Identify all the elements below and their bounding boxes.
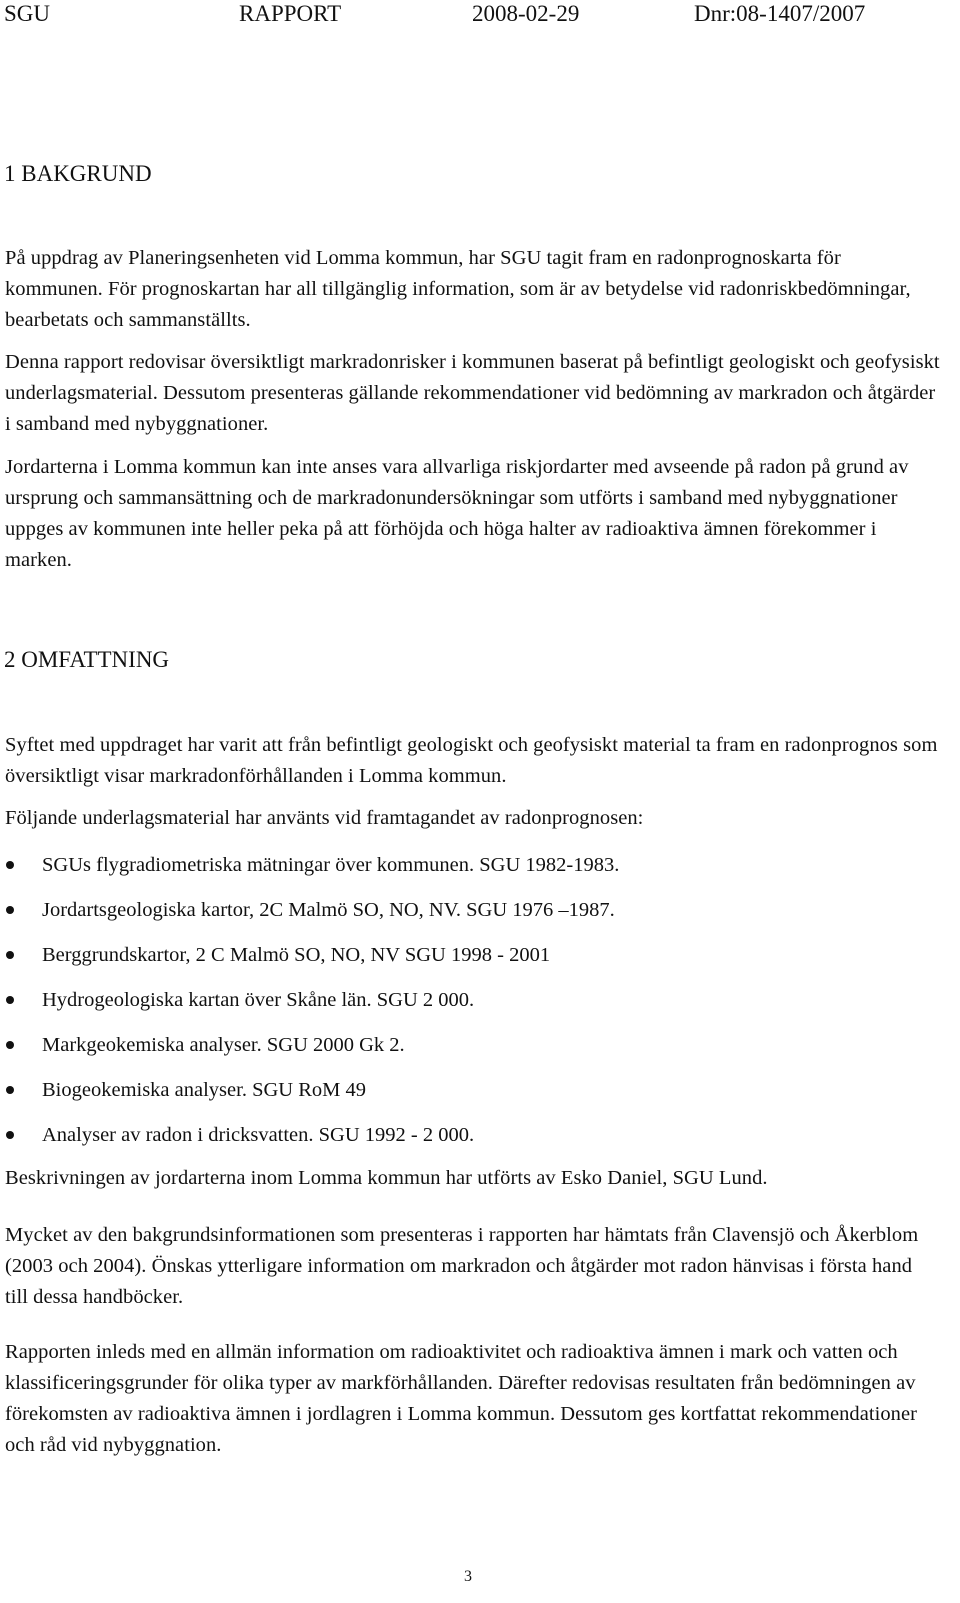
list-item: Hydrogeologiska kartan över Skåne län. SGU 2 000.	[0, 985, 940, 1030]
paragraph: Denna rapport redovisar översiktligt markradonrisker i kommunen baserat på befintligt geologiskt och geofysiskt underlagsmaterial. Dessutom presenteras gällande rekommendationer vid bedömning av markradon och åtgärder i samband med nybyggnationer.	[5, 351, 940, 435]
list-item: Markgeokemiska analyser. SGU 2000 Gk 2.	[0, 1030, 940, 1075]
bullet-icon	[6, 1086, 14, 1094]
list-item: SGUs flygradiometriska mätningar över kommunen. SGU 1982-1983.	[0, 850, 940, 895]
paragraph: Mycket av den bakgrundsinformationen som presenteras i rapporten har hämtats från Clavensjö och Åkerblom (2003 och 2004). Önskas ytterligare information om markradon och åtgärder mot radon hänvisas i första hand till dessa handböcker.	[5, 1224, 919, 1308]
section-heading-omfattning: 2 OMFATTNING	[4, 647, 170, 672]
bullet-icon	[6, 1041, 14, 1049]
bullet-icon	[6, 996, 14, 1004]
materials-list	[0, 850, 940, 1165]
page-header	[4, 0, 944, 28]
bullet-icon	[6, 1131, 14, 1139]
list-item: Biogeokemiska analyser. SGU RoM 49	[0, 1075, 940, 1120]
bullet-icon	[6, 906, 14, 914]
bullet-icon	[6, 951, 14, 959]
list-item: Berggrundskartor, 2 C Malmö SO, NO, NV SGU 1998 - 2001	[0, 940, 940, 985]
list-item: Jordartsgeologiska kartor, 2C Malmö SO, NO, NV. SGU 1976 –1987.	[0, 895, 940, 940]
header-dnr: Dnr:08-1407/2007	[694, 1, 866, 26]
list-item: Analyser av radon i dricksvatten. SGU 1992 - 2 000.	[0, 1120, 940, 1165]
paragraph: På uppdrag av Planeringsenheten vid Lomma kommun, har SGU tagit fram en radonprognoskarta för kommunen. För prognoskartan har all tillgänglig information, som är av betydelse vid radonriskbedömningar, bearbetats och sammanställts.	[5, 247, 911, 331]
header-date: 2008-02-29	[472, 1, 580, 26]
section-heading-bakgrund: 1 BAKGRUND	[4, 161, 152, 186]
paragraph: Beskrivningen av jordarterna inom Lomma kommun har utförts av Esko Daniel, SGU Lund.	[5, 1167, 768, 1189]
header-doc-type: RAPPORT	[239, 1, 342, 26]
page-number: 3	[464, 1568, 472, 1585]
paragraph: Jordarterna i Lomma kommun kan inte anses vara allvarliga riskjordarter med avseende på radon på grund av ursprung och sammansättning och de markradonundersökningar som utförts i samband med nybyggnationer uppges av kommunen inte heller peka på att förhöjda och höga halter av radioaktiva ämnen förekommer i marken.	[5, 456, 909, 571]
list-intro: Följande underlagsmaterial har använts vid framtagandet av radonprognosen:	[5, 807, 644, 829]
bullet-icon	[6, 861, 14, 869]
paragraph: Syftet med uppdraget har varit att från befintligt geologiskt och geofysiskt material ta fram en radonprognos som översiktligt visar markradonförhållanden i Lomma kommun.	[5, 734, 938, 787]
paragraph: Rapporten inleds med en allmän information om radioaktivitet och radioaktiva ämnen i mark och vatten och klassificeringsgrunder för olika typer av markförhållanden. Därefter redovisas resultaten från bedömningen av förekomsten av radioaktiva ämnen i jordlagren i Lomma kommun. Dessutom ges kortfattat rekommendationer och råd vid nybyggnation.	[5, 1341, 917, 1456]
header-org: SGU	[4, 1, 51, 26]
